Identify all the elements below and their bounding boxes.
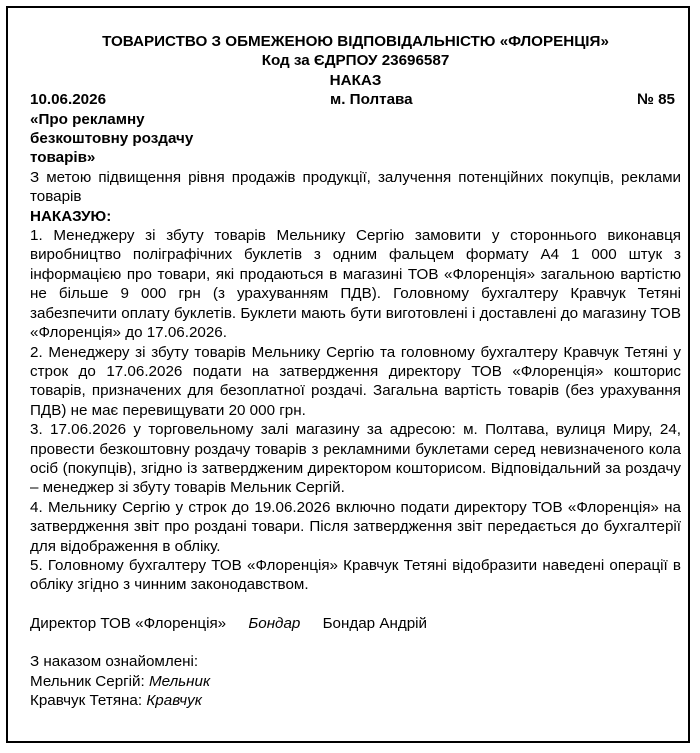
order-word: НАКАЗУЮ: <box>30 207 112 225</box>
order-document <box>30 32 681 710</box>
director-position: Директор ТОВ «Флоренція» <box>30 614 227 632</box>
order-item-4: 4. Мельнику Сергію у строк до 19.06.2026 включно подати директору ТОВ «Флоренція» на затвердження звіт про роздані товари. Після затвердження звіт передається до бухгалтерії для відображення в обліку. <box>30 498 681 555</box>
company-name: ТОВАРИСТВО З ОБМЕЖЕНОЮ ВІДПОВІДАЛЬНІСТЮ «ФЛОРЕНЦІЯ» <box>102 33 609 50</box>
ack-name: Кравчук Тетяна: <box>30 692 143 709</box>
acknowledgement-line <box>30 672 681 691</box>
order-date: 10.06.2026 <box>30 91 107 109</box>
acknowledgement-line <box>30 691 681 710</box>
order-subject: «Про рекламну безкоштовну роздачу товарів» <box>30 110 194 167</box>
director-name: Бондар Андрій <box>322 614 428 632</box>
order-item-3: 3. 17.06.2026 у торговельному залі магазину за адресою: м. Полтава, вулиця Миру, 24, провести безкоштовну роздачу товарів з рекламними буклетами серед невизначеного кола осіб (покупців), згідно із затвердженим директором кошторисом. Відповідальний за роздачу – менеджер зі збуту товарів Мельник Сергій. <box>30 421 681 497</box>
order-number: № 85 <box>636 91 675 109</box>
order-item-5: 5. Головному бухгалтеру ТОВ «Флоренція» Кравчук Тетяні відобразити наведені операції в обліку згідно з чинним законодавством. <box>30 556 681 594</box>
director-signature: Бондар <box>248 614 301 632</box>
director-signature-line <box>30 614 681 633</box>
company-code: Код за ЄДРПОУ 23696587 <box>261 52 450 70</box>
order-city: м. Полтава <box>330 91 413 109</box>
preamble: З метою підвищення рівня продажів продукції, залучення потенційних покупців, реклами товарів <box>30 168 681 206</box>
ack-name: Мельник Сергій: <box>30 672 145 690</box>
date-city-number-row <box>30 90 681 109</box>
ack-signature: Мельник <box>149 672 211 690</box>
order-item-2: 2. Менеджеру зі збуту товарів Мельнику Сергію та головному бухгалтеру Кравчук Тетяні у строк до 17.06.2026 подати на затвердження директору ТОВ «Флоренція» кошторис товарів, призначених для безоплатної роздачі. Загальна вартість товарів (без урахування ПДВ) не має перевищувати 20 000 грн. <box>30 343 681 419</box>
acknowledgement-title: З наказом ознайомлені: <box>30 653 199 671</box>
order-item-1: 1. Менеджеру зі збуту товарів Мельнику Сергію замовити у стороннього виконавця виробництво поліграфічних буклетів з одним фальцем формату А4 1 000 штук з інформацією про товари, які продаються в магазині ТОВ «Флоренція» загальною вартістю не більше 9 000 грн (з урахуванням ПДВ). Головному бухгалтеру Кравчук Тетяні забезпечити оплату буклетів. Буклети мають бути виготовлені і доставлені до магазину ТОВ «Флоренція» до 17.06.2026. <box>30 227 681 342</box>
document-type: НАКАЗ <box>329 71 382 89</box>
ack-signature: Кравчук <box>146 692 202 709</box>
